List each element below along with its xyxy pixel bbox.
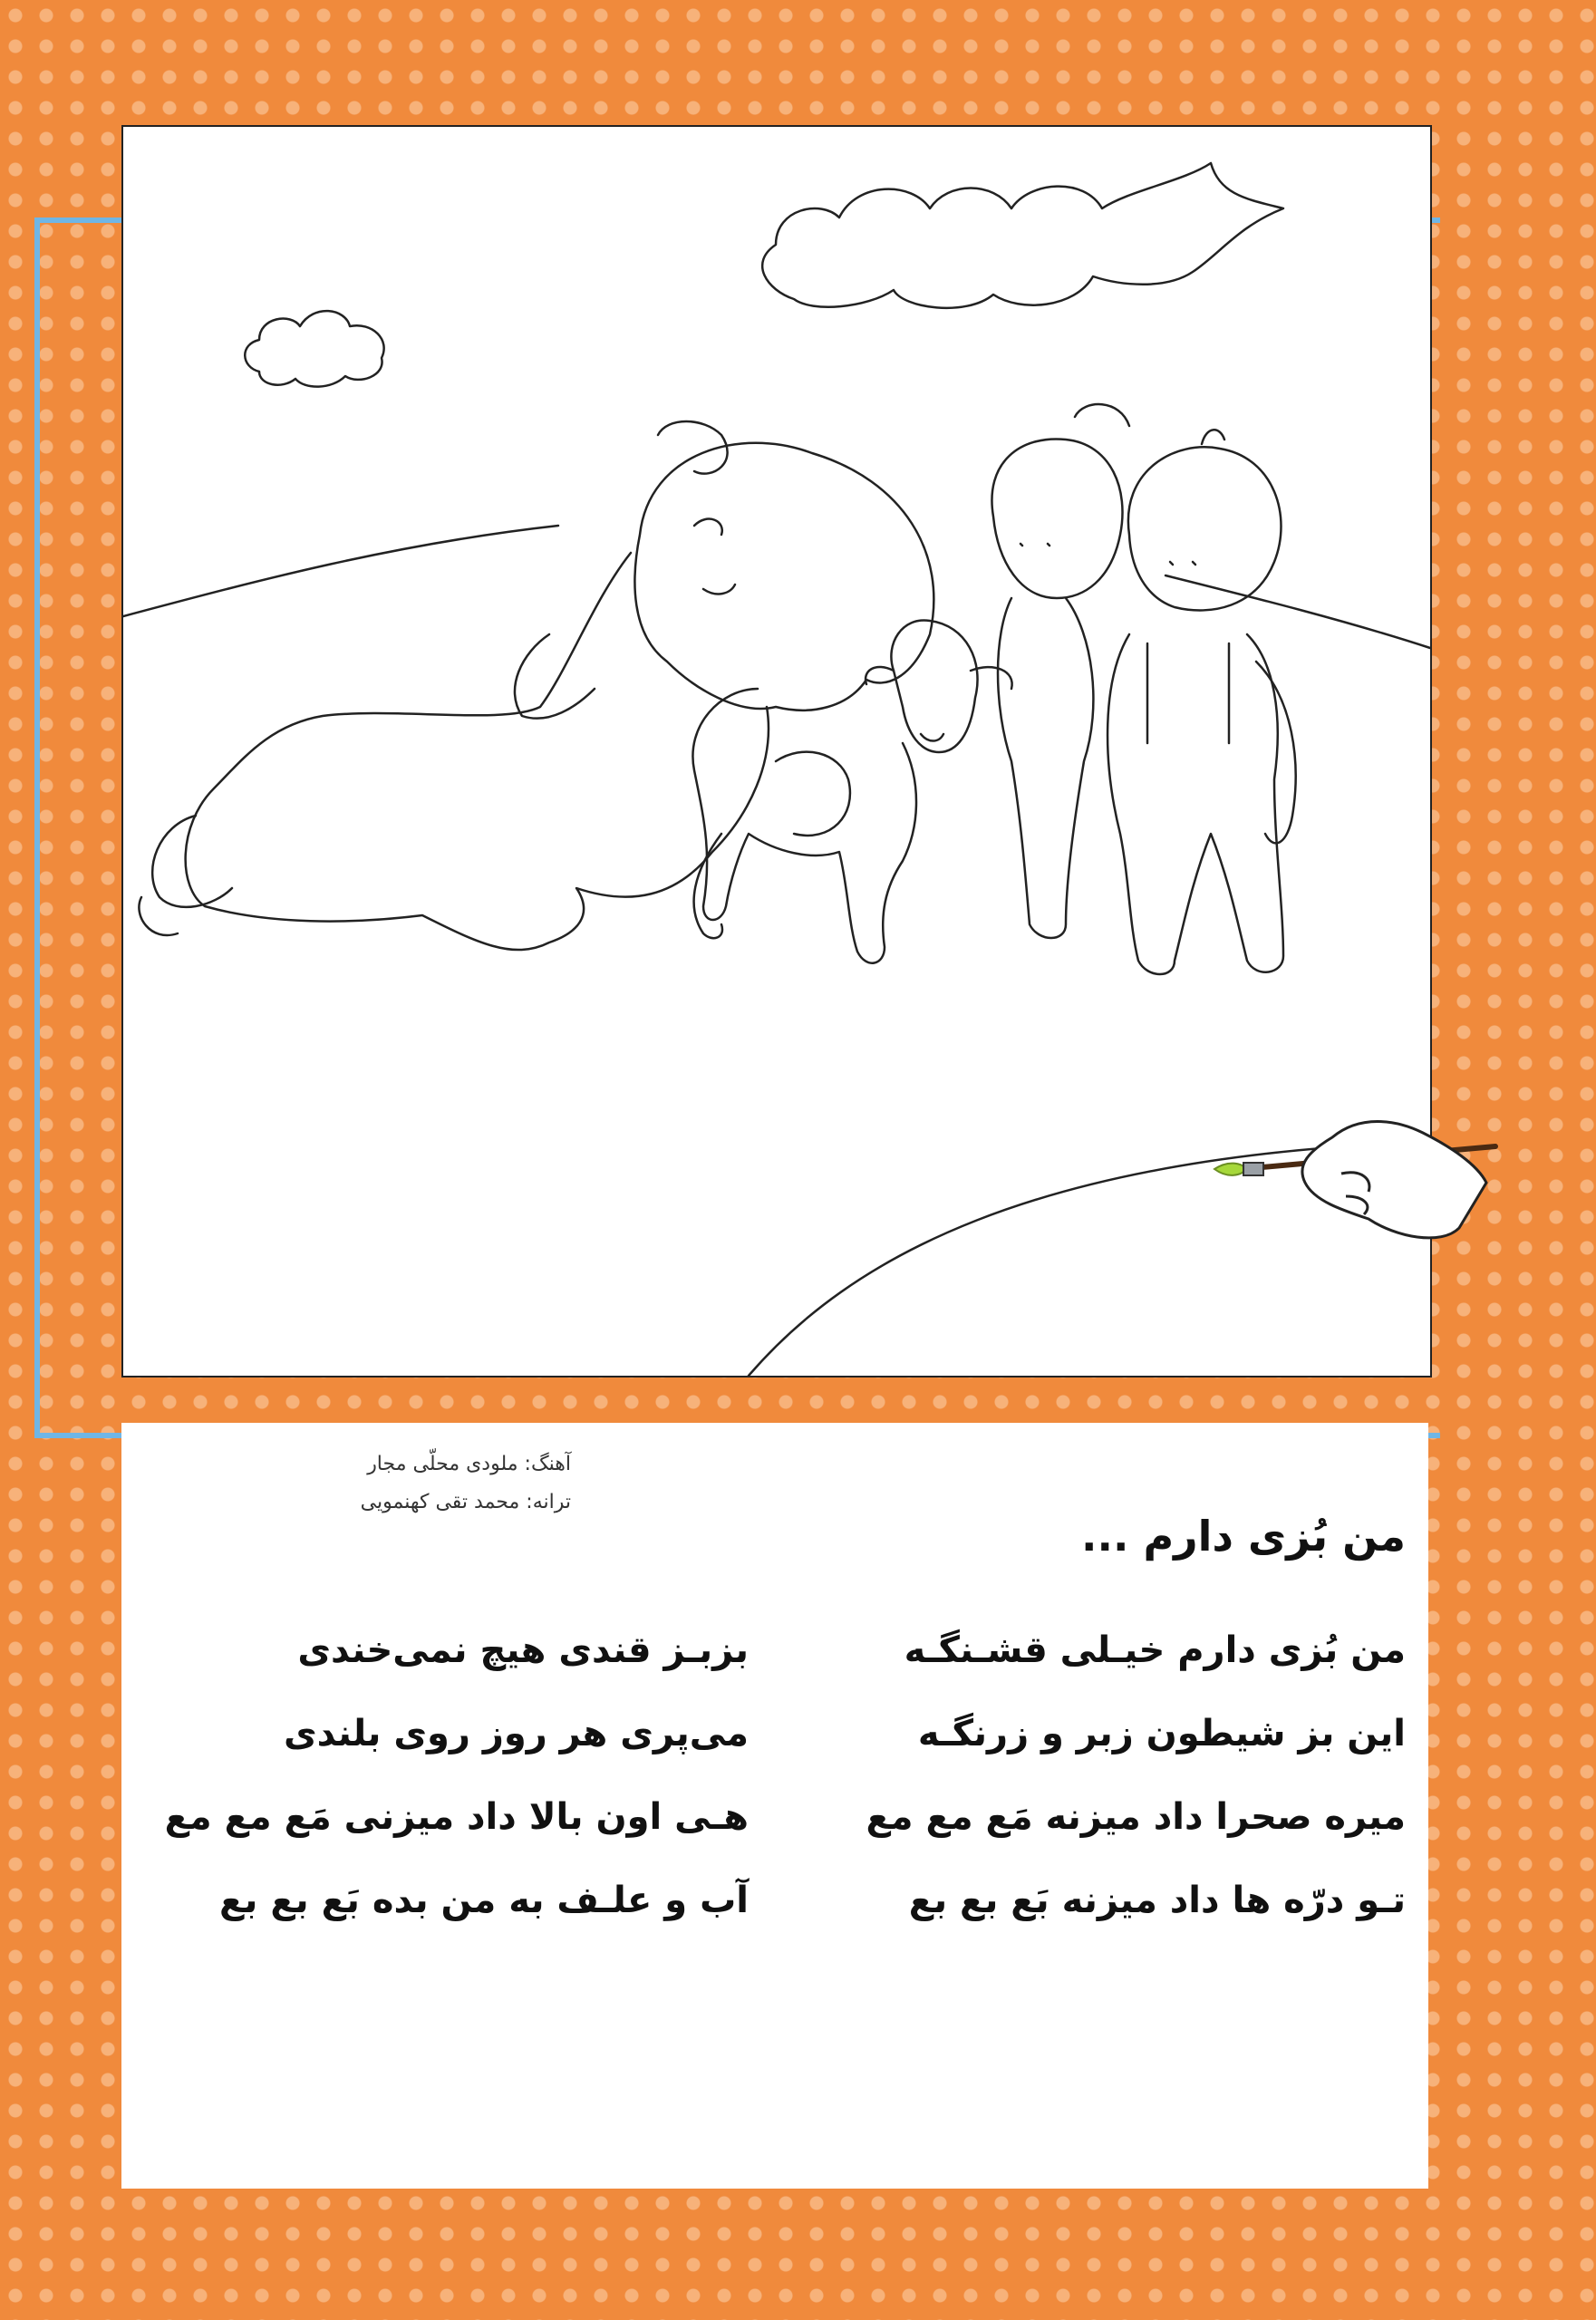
girl-foot [139, 897, 178, 935]
back-hill [123, 526, 558, 616]
small-cloud [245, 311, 383, 387]
hand-outline [1302, 1122, 1486, 1238]
goat-head [891, 620, 977, 752]
lyrics-credit: ترانه: محمد تقی کهنمویی [360, 1491, 571, 1513]
girl-head [634, 443, 933, 710]
lyric-line: هـی اون بالا داد میزنی مَع مع مع [164, 1796, 749, 1838]
boy-eyes [1170, 562, 1195, 565]
small-girl-body [998, 598, 1093, 938]
girl-eye [694, 519, 722, 535]
song-title: من بُزی دارم ... [1081, 1512, 1406, 1561]
music-credit: آهنگ: ملودی محلّی مجار [367, 1453, 571, 1475]
small-girl-head [991, 439, 1122, 598]
boy-body [1108, 634, 1283, 974]
small-girl-eye [1020, 544, 1049, 546]
goat-hind-leg [694, 834, 722, 938]
brush-ferrule [1243, 1163, 1263, 1175]
stanza-right [866, 1609, 1406, 1942]
song-credits [299, 1445, 571, 1522]
right-hill [1166, 575, 1430, 648]
girl-hand [776, 752, 850, 836]
goat-body [692, 689, 916, 963]
lyric-line: می‌پری هر روز روی بلندی [283, 1713, 749, 1754]
lyric-line: بزبـز قندی هیچ نمی‌خندی [297, 1629, 749, 1671]
lyric-line: این بز شیطون زبر و زرنگـه [917, 1713, 1406, 1754]
boy-hair [1202, 430, 1224, 444]
brush-paint-tip [1214, 1164, 1246, 1175]
girl-sleeve [515, 634, 595, 719]
big-cloud [762, 163, 1283, 308]
lyric-line: تـو درّه ها داد میزنه بَع بع بع [908, 1880, 1406, 1921]
lyric-line: میره صحرا داد میزنه مَع مع مع [866, 1796, 1406, 1838]
girl-body [186, 553, 769, 950]
goat-nose [921, 734, 943, 741]
hand-holding-paintbrush-icon [1205, 1110, 1504, 1246]
stanza-left [164, 1609, 749, 1942]
small-girl-bun [1075, 404, 1129, 426]
girl-mouth [703, 585, 735, 594]
lyric-line: من بُزی دارم خیـلی قشـنگـه [904, 1629, 1406, 1671]
lyric-line: آب و علـف به من بده بَع بع بع [219, 1880, 749, 1921]
